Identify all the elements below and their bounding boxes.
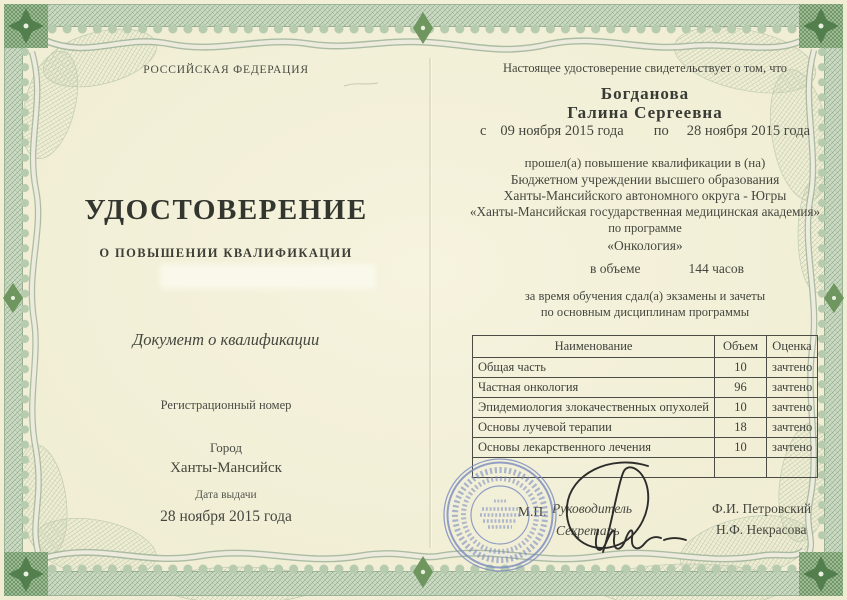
stamp-place-label: М.П. [518,504,547,519]
registration-number-label: Регистрационный номер [160,398,292,412]
left-page [40,0,412,600]
completed-line: прошел(а) повышение квалификации в (на) [524,155,766,170]
certificate-subtitle: О ПОВЫШЕНИИ КВАЛИФИКАЦИИ [99,246,353,260]
statement-line: Настоящее удостоверение свидетельствует о том, что [502,61,788,75]
period-to-value: 28 ноября 2015 года [686,123,811,139]
issue-date-value: 28 ноября 2015 года [160,508,292,525]
redacted-serial-area [160,264,376,289]
table-row: Частная онкология 96 зачтено [473,378,818,398]
period-from-value: 09 ноября 2015 года [500,123,624,139]
handwritten-signatures [540,452,710,577]
volume-line [467,261,847,277]
period-from-label: с [479,123,487,139]
volume-value: 144 часов [688,261,745,276]
head-role-label: Руководитель [552,501,633,516]
exams-line-2: по основным дисциплинам программы [540,305,750,319]
program-label: по программе [608,221,682,235]
holder-name-patronymic: Галина Сергеевна [567,103,723,122]
col-header-grade: Оценка [767,336,818,358]
country-heading: РОССИЙСКАЯ ФЕДЕРАЦИЯ [143,64,309,76]
institution-line-1: Бюджетном учреждении высшего образования [510,172,780,187]
table-row: Общая часть 10 зачтено [473,358,818,378]
period-to-label: по [653,123,669,139]
issue-date-label: Дата выдачи [195,489,257,501]
volume-label: в объеме [589,261,641,276]
table-row: Основы лекарственного лечения 10 зачтено [473,438,818,458]
training-period [445,123,845,140]
secretary-name: Н.Ф. Некрасова [716,522,807,537]
col-header-volume: Объем [715,336,767,358]
city-value: Ханты-Мансийск [170,460,282,476]
holder-surname: Богданова [600,84,690,103]
exams-line-1: за время обучения сдал(а) экзамены и зачеты [524,289,766,303]
secretary-signature-dash [664,538,686,540]
document-type-label: Документ о квалификации [132,330,320,349]
city-label: Город [209,440,243,455]
col-header-name: Наименование [473,336,715,358]
institution-line-3: «Ханты-Мансийская государственная медицинская академия» [469,204,821,219]
head-name: Ф.И. Петровский [712,501,812,516]
table-header-row [473,336,818,358]
program-name: «Онкология» [607,238,683,253]
certificate-title: УДОСТОВЕРЕНИЕ [84,194,368,226]
institution-line-2: Ханты-Мансийского автономного округа - Югры [503,188,787,203]
table-row: Основы лучевой терапии 18 зачтено [473,418,818,438]
table-row: Эпидемиология злокачественных опухолей 10 зачтено [473,398,818,418]
secretary-role-label: Секретарь [556,523,620,538]
